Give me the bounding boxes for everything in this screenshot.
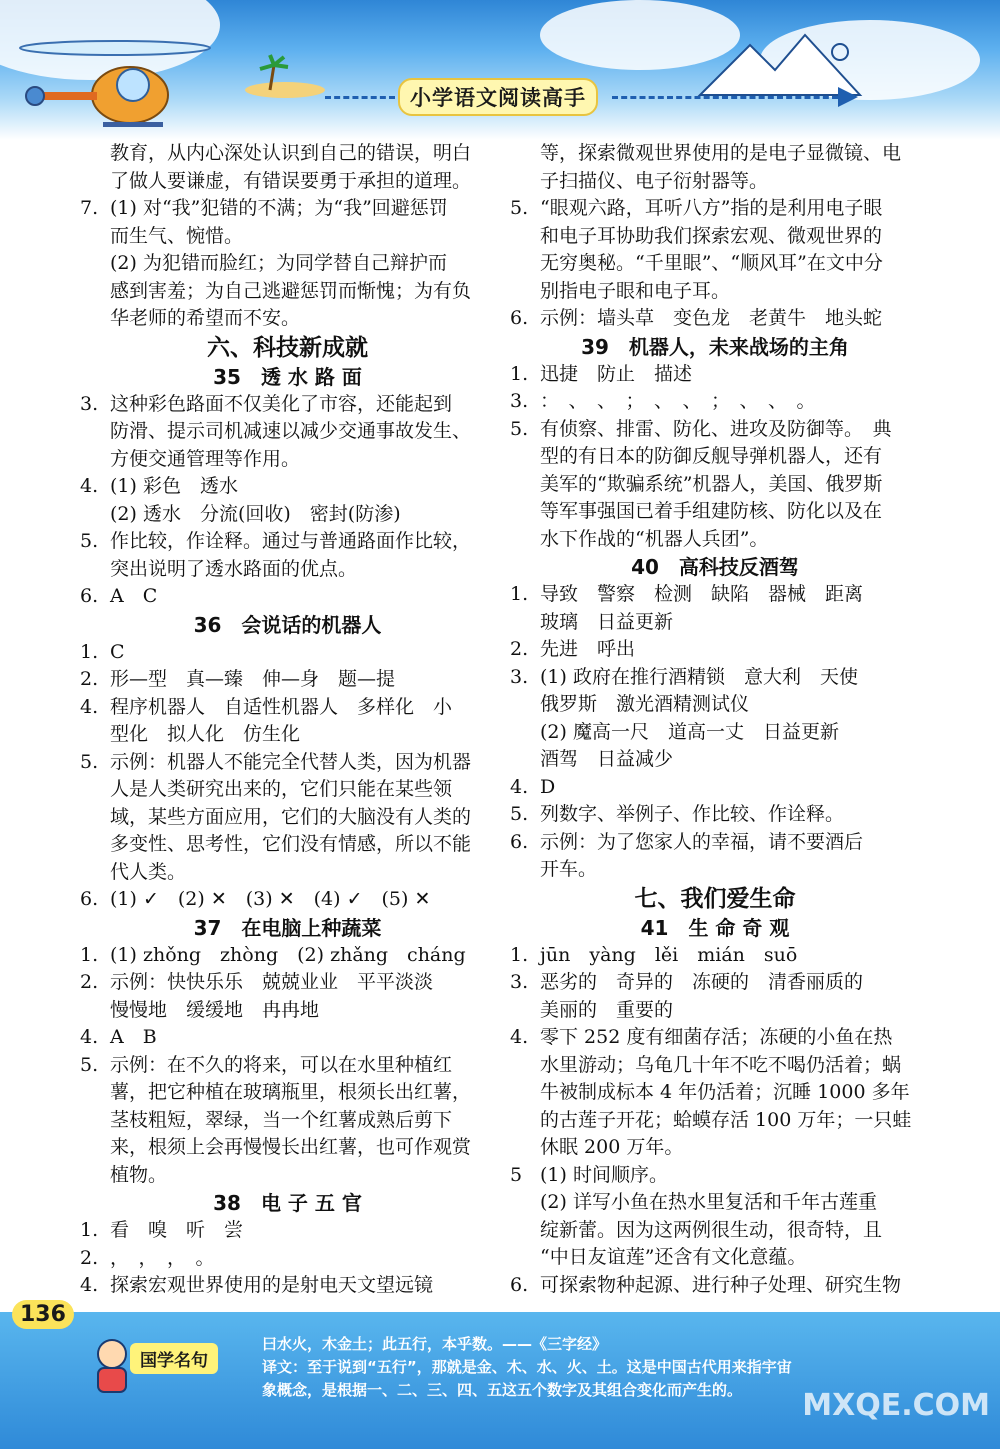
answer-text: 看 嗅 听 尝 <box>110 1219 244 1241</box>
item-number: 3. <box>510 971 529 993</box>
answer-text: ： 、 、 ； 、 、 ； 、 、 。 <box>540 390 816 412</box>
answer-item <box>510 942 920 970</box>
item-number: 5 <box>510 1163 523 1186</box>
dashed-path-left <box>325 96 395 99</box>
answer-continuation: 酒驾 日益减少 <box>540 748 674 770</box>
item-number: 3. <box>80 392 99 415</box>
item-number: 2. <box>80 971 99 993</box>
answer-item <box>510 361 920 389</box>
answer-text: 程序机器人 自适性机器人 多样化 小 <box>110 695 453 718</box>
answer-continuation: 感到害羞；为自己逃避惩罚而惭愧；为有负 <box>110 279 472 302</box>
answer-item <box>510 1272 920 1300</box>
item-number: 6. <box>510 830 529 853</box>
item-number: 4. <box>80 695 99 718</box>
item-number: 2. <box>80 668 99 690</box>
item-number: 6. <box>510 1273 529 1296</box>
answer-item <box>510 636 920 664</box>
answer-text: 示例：墙头草 变色龙 老黄牛 地头蛇 <box>540 307 883 329</box>
answer-item <box>80 473 495 501</box>
answer-item <box>80 528 495 556</box>
answer-text: 示例：为了您家人的幸福，请不要酒后 <box>540 830 864 853</box>
item-number: 7. <box>80 197 99 219</box>
answer-continuation: 等，探索微观世界使用的是电子显微镜、电 <box>540 142 902 164</box>
answer-item <box>80 666 495 694</box>
item-number: 1. <box>80 640 99 663</box>
scholar-mascot-icon <box>90 1334 134 1394</box>
answer-continuation: 人是人类研究出来的，它们只能在某些领 <box>110 778 453 800</box>
answer-continuation: 俄罗斯 激光酒精测试仪 <box>540 693 750 715</box>
item-number: 4. <box>510 1026 529 1048</box>
answer-continuation: 绽新蕾。因为这两例很生动，很奇特，且 <box>540 1218 883 1241</box>
answer-continuation: 教育，从内心深处认识到自己的错误，明白 <box>110 142 472 164</box>
answer-text: 导致 警察 检测 缺陷 器械 距离 <box>540 583 864 605</box>
answer-text: (1) 对“我”犯错的不满；为“我”回避惩罚 <box>110 197 448 219</box>
answer-item <box>510 829 920 857</box>
item-number: 4. <box>80 1026 99 1048</box>
item-number: 3. <box>510 665 529 688</box>
item-number: 2. <box>510 638 529 660</box>
answer-continuation: 薯，把它种植在玻璃瓶里，根须长出红薯， <box>110 1081 472 1103</box>
page-header <box>0 0 1000 140</box>
answer-continuation: 多变性、思考性，它们没有情感，所以不能 <box>110 833 472 855</box>
item-number: 1. <box>80 943 99 966</box>
lesson-heading: 36 会说话的机器人 <box>193 612 382 637</box>
answer-item <box>80 942 495 970</box>
site-watermark: MXQE.COM <box>802 1388 990 1423</box>
item-number: 6. <box>510 307 529 329</box>
answer-continuation: 水里游动；乌龟几十年不吃不喝仍活着；蜗 <box>540 1053 902 1076</box>
answer-continuation: (2) 为犯错而脸红；为同学替自己辩护而 <box>110 252 447 274</box>
lesson-heading: 38 电 子 五 官 <box>213 1191 362 1215</box>
answer-continuation: 等军事强国已着手组建防核、防化以及在 <box>540 500 883 522</box>
quote-translation-line-1: 译文：至于说到“五行”，那就是金、木、水、火、土。这是中国古代用来指宇宙 <box>262 1358 792 1376</box>
right-answer-column <box>510 140 920 1299</box>
answer-item <box>80 969 495 997</box>
answer-continuation: 型的有日本的防御反舰导弹机器人，还有 <box>540 445 883 467</box>
answer-item <box>80 1245 495 1273</box>
quote-translation-line-2: 象概念，是根据一、二、三、四、五这五个数字及其组合变化而产生的。 <box>262 1381 743 1399</box>
answer-text: 示例：在不久的将来，可以在水里种植红 <box>110 1053 453 1076</box>
answer-text: 探索宏观世界使用的是射电天文望远镜 <box>110 1274 434 1296</box>
answer-continuation: 来，根须上会再慢慢长出红薯，也可作观赏 <box>110 1136 472 1158</box>
answer-text: 示例：快快乐乐 兢兢业业 平平淡淡 <box>110 971 434 993</box>
answer-continuation: 方便交通管理等作用。 <box>110 447 301 470</box>
answer-item <box>80 1024 495 1052</box>
item-number: 5. <box>80 530 99 552</box>
item-number: 6. <box>80 888 99 910</box>
answer-item <box>510 305 920 333</box>
answer-item <box>80 583 495 611</box>
answer-continuation: “中日友谊莲”还含有文化意蕴。 <box>540 1246 807 1268</box>
answer-continuation: 慢慢地 缓缓地 冉冉地 <box>110 998 320 1021</box>
answer-item <box>510 416 920 444</box>
answer-continuation: 植物。 <box>110 1163 168 1186</box>
page-number: 136 <box>12 1300 74 1329</box>
left-answer-column <box>80 140 495 1300</box>
answer-item <box>510 664 920 692</box>
answer-continuation: 代人类。 <box>110 860 187 883</box>
answer-text: 形—型 真—臻 伸—身 题—提 <box>110 668 396 690</box>
answer-text: 恶劣的 奇异的 冻硬的 清香丽质的 <box>540 971 864 993</box>
answer-item <box>80 1217 495 1245</box>
item-number: 1. <box>510 583 529 605</box>
answer-continuation: 开车。 <box>540 858 598 880</box>
answer-item <box>80 694 495 722</box>
answer-continuation: (2) 魔高一尺 道高一丈 日益更新 <box>540 720 839 743</box>
answer-continuation: 型化 拟人化 仿生化 <box>110 723 301 745</box>
answer-text: 迅捷 防止 描述 <box>540 362 693 385</box>
lesson-heading: 40 高科技反酒驾 <box>631 555 799 579</box>
answer-item <box>510 195 920 223</box>
answer-item <box>80 749 495 777</box>
answer-text: A B <box>110 1026 157 1048</box>
item-number: 6. <box>80 585 99 607</box>
answer-item <box>510 1162 920 1190</box>
book-series-title: 小学语文阅读高手 <box>398 78 598 116</box>
classic-quote-badge: 国学名句 <box>130 1343 218 1374</box>
answer-continuation: 防滑、提示司机减速以减少交通事故发生、 <box>110 420 472 442</box>
answer-text: (1) zhǒng zhòng (2) zhǎng cháng <box>110 943 466 966</box>
palm-island-illustration <box>240 50 330 100</box>
item-number: 5. <box>510 417 529 440</box>
item-number: 1. <box>510 943 529 966</box>
answer-continuation: 茎枝粗短，翠绿，当一个红薯成熟后剪下 <box>110 1108 453 1131</box>
answer-continuation: 牛被制成标本 4 年仍活着；沉睡 1000 多年 <box>540 1081 910 1103</box>
answer-item <box>510 581 920 609</box>
answer-continuation: 无穷奥秘。“千里眼”、“顺风耳”在文中分 <box>540 252 883 274</box>
lesson-heading: 37 在电脑上种蔬菜 <box>193 915 382 940</box>
answer-text: 先进 呼出 <box>540 638 636 660</box>
answer-continuation: 域，某些方面应用，它们的大脑没有人类的 <box>110 805 472 828</box>
answer-continuation: 美军的“欺骗系统”机器人，美国、俄罗斯 <box>540 472 883 495</box>
answer-item <box>80 391 495 419</box>
item-number: 1. <box>510 362 529 385</box>
answer-text: jūn yàng lěi mián suō <box>540 943 798 966</box>
helicopter-illustration <box>15 30 215 130</box>
answer-continuation: 水下作战的“机器人兵团”。 <box>540 527 769 550</box>
item-number: 4. <box>80 475 99 497</box>
answer-item <box>80 1272 495 1300</box>
unit-heading: 七、我们爱生命 <box>634 885 796 912</box>
answer-item <box>510 969 920 997</box>
answer-continuation: 子扫描仪、电子衍射器等。 <box>540 169 769 192</box>
answer-continuation: 的古莲子开花；蛤蟆存活 100 万年；一只蛙 <box>540 1108 912 1131</box>
answer-continuation: (2) 详写小鱼在热水里复活和千年古莲重 <box>540 1191 877 1213</box>
answer-item <box>80 195 495 223</box>
item-number: 4. <box>510 775 529 798</box>
answer-item <box>510 801 920 829</box>
answer-continuation: 玻璃 日益更新 <box>540 610 674 633</box>
answer-item <box>510 774 920 802</box>
answer-continuation: 了做人要谦虚，有错误要勇于承担的道理。 <box>110 169 472 192</box>
answer-text: 列数字、举例子、作比较、作诠释。 <box>540 803 845 825</box>
answer-item <box>80 886 495 914</box>
answer-text: 示例：机器人不能完全代替人类，因为机器 <box>110 750 472 773</box>
answer-text: “眼观六路，耳听八方”指的是利用电子眼 <box>540 197 883 219</box>
answer-text: 有侦察、排雷、防化、进攻及防御等。 典 <box>540 417 892 440</box>
classic-quote-line: 曰水火，木金土；此五行，本乎数。——《三字经》 <box>262 1335 608 1353</box>
answer-text: A C <box>110 585 158 607</box>
answer-text: 这种彩色路面不仅美化了市容，还能起到 <box>110 392 453 415</box>
unit-heading: 六、科技新成就 <box>207 334 368 361</box>
answer-continuation: (2) 透水 分流(回收) 密封(防渗) <box>110 502 401 525</box>
answer-item <box>510 388 920 416</box>
item-number: 5. <box>510 803 529 825</box>
answer-text: 可探索物种起源、进行种子处理、研究生物 <box>540 1273 902 1296</box>
answer-text: C <box>110 640 125 663</box>
item-number: 5. <box>80 1053 99 1076</box>
answer-text: (1) 政府在推行酒精锁 意大利 天使 <box>540 665 858 688</box>
answer-text: ， ， ， 。 <box>110 1246 215 1269</box>
answer-text: (1) ✓ (2) ✕ (3) ✕ (4) ✓ (5) ✕ <box>110 888 431 910</box>
answer-item <box>510 1024 920 1052</box>
item-number: 4. <box>80 1274 99 1296</box>
item-number: 5. <box>80 750 99 773</box>
lesson-heading: 41 生 命 奇 观 <box>640 915 790 940</box>
answer-continuation: 而生气、惋惜。 <box>110 224 244 247</box>
answer-item <box>80 1052 495 1080</box>
item-number: 1. <box>80 1219 99 1241</box>
answer-text: D <box>540 775 556 798</box>
answer-item <box>80 639 495 667</box>
answer-continuation: 别指电子眼和电子耳。 <box>540 279 731 302</box>
answer-continuation: 美丽的 重要的 <box>540 998 674 1021</box>
answer-text: (1) 彩色 透水 <box>110 475 238 497</box>
lesson-heading: 39 机器人，未来战场的主角 <box>581 334 849 359</box>
dashed-path-right <box>612 96 838 99</box>
item-number: 5. <box>510 197 529 219</box>
answer-text: 作比较，作诠释。通过与普通路面作比较， <box>110 530 472 552</box>
lesson-heading: 35 透 水 路 面 <box>213 364 362 389</box>
answer-continuation: 突出说明了透水路面的优点。 <box>110 557 358 580</box>
answer-text: 零下 252 度有细菌存活；冻硬的小鱼在热 <box>540 1026 893 1048</box>
answer-continuation: 休眠 200 万年。 <box>540 1136 684 1158</box>
arrow-icon <box>838 87 858 107</box>
answer-continuation: 和电子耳协助我们探索宏观、微观世界的 <box>540 224 883 247</box>
answer-continuation: 华老师的希望而不安。 <box>110 307 301 329</box>
item-number: 2. <box>80 1246 99 1269</box>
item-number: 3. <box>510 390 529 412</box>
answer-text: (1) 时间顺序。 <box>540 1163 668 1186</box>
